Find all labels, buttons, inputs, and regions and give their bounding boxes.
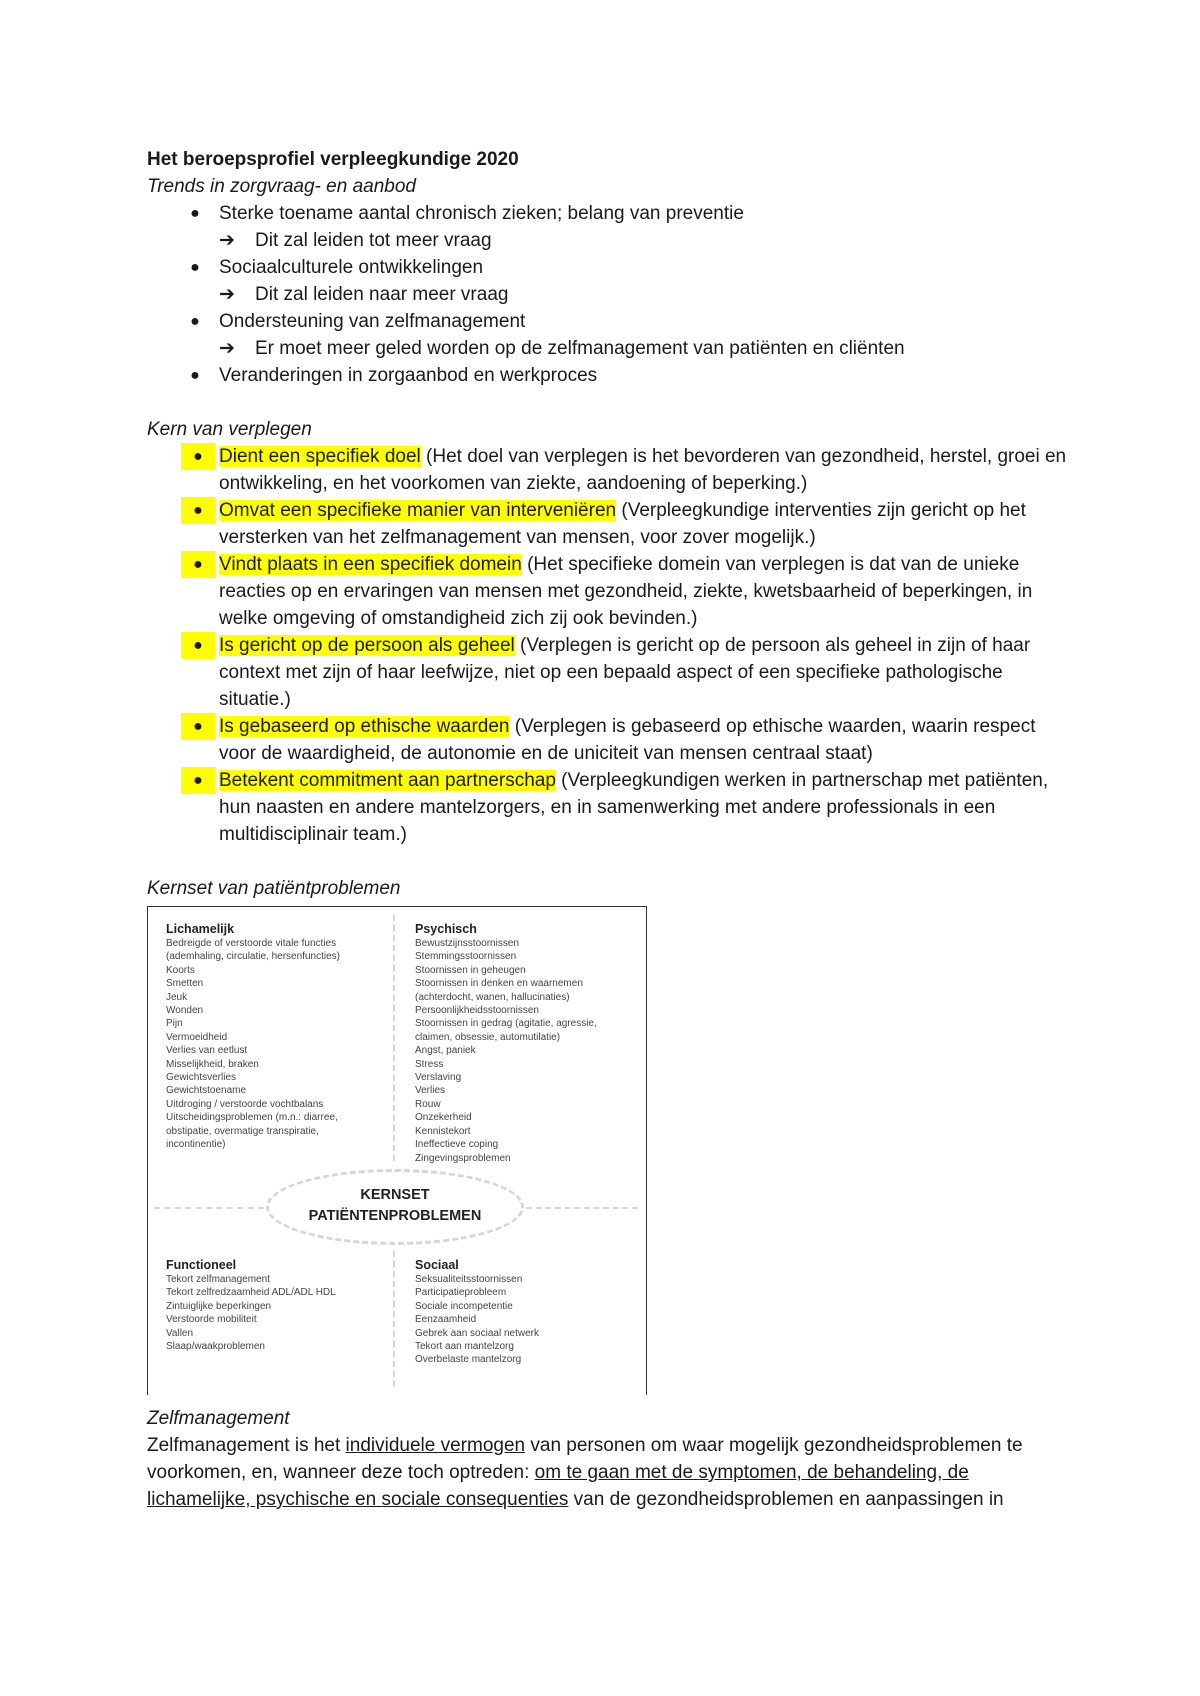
quadrant-functioneel xyxy=(166,1257,336,1353)
zelfmanagement-underline-2: om te gaan met de symptomen, de behandeling, de lichamelijke, psychische en sociale consequenties xyxy=(147,1462,969,1510)
zelfmanagement-paragraph xyxy=(147,1432,1067,1513)
quadrant-lichamelijk-title: Lichamelijk xyxy=(166,922,235,936)
zelfmanagement-text-3: van de gezondheidsproblemen en aanpassingen in xyxy=(568,1489,1004,1510)
quadrant-lichamelijk-item: Bedreigde of verstoorde vitale functies xyxy=(166,938,337,949)
quadrant-psychisch-item: Angst, paniek xyxy=(415,1045,476,1057)
bullet-icon: ● xyxy=(181,551,215,578)
quadrant-lichamelijk-item: Smetten xyxy=(166,978,204,990)
quadrant-lichamelijk-item: incontinentie) xyxy=(166,1139,226,1151)
quadrant-functioneel-item: Verstoorde mobiliteit xyxy=(166,1314,257,1326)
document-title: Het beroepsprofiel verpleegkundige 2020 xyxy=(147,149,519,170)
quadrant-lichamelijk-item: Uitdroging / verstoorde vochtbalans xyxy=(166,1098,324,1110)
quadrant-psychisch xyxy=(415,921,597,1165)
kern-item-highlight: Omvat een specifieke manier van interveniëren xyxy=(219,500,617,521)
bullet-icon: ● xyxy=(181,632,215,659)
quadrant-psychisch-item: Ineffectieve coping xyxy=(415,1139,499,1151)
kern-item xyxy=(147,632,1067,713)
kern-item xyxy=(147,443,1067,497)
quadrant-psychisch-item: Zingevingsproblemen xyxy=(415,1152,511,1164)
kern-heading: Kern van verplegen xyxy=(147,419,312,440)
quadrant-psychisch-item: Stoornissen in geheugen xyxy=(415,964,526,976)
kern-item-description: (Verpleegkundigen werken in partnerschap met patiënten, hun naasten en andere mantelzorgers, en in samenwerking met andere professionals in een multidisciplinair team.) xyxy=(219,770,1049,845)
quadrant-psychisch-item: Persoonlijkheidsstoornissen xyxy=(415,1005,539,1017)
kern-item xyxy=(147,767,1067,848)
kern-item-highlight: Dient een specifiek doel xyxy=(219,446,421,467)
kern-item-description: (Het specifieke domein van verplegen is dat van de unieke reacties op en ervaringen van mensen met gezondheid, ziekte, kwetsbaarheid of beperkingen, in welke omgeving of omstandigheid zich zij ook bevinden.) xyxy=(219,554,1033,629)
trend-item-text: Sterke toename aantal chronisch zieken; belang van preventie xyxy=(219,203,744,224)
quadrant-psychisch-item: Bewustzijnsstoornissen xyxy=(415,938,519,949)
kern-item xyxy=(147,713,1067,767)
document-content xyxy=(147,146,1067,1513)
quadrant-functioneel-item: Tekort zelfmanagement xyxy=(166,1274,270,1285)
quadrant-psychisch-item: Onzekerheid xyxy=(415,1112,472,1124)
quadrant-psychisch-item: Stemmingsstoornissen xyxy=(415,951,517,963)
quadrant-lichamelijk-item: Uitscheidingsproblemen (m.n.: diarree, xyxy=(166,1112,338,1124)
quadrant-lichamelijk-item: Wonden xyxy=(166,1005,204,1017)
quadrant-lichamelijk-item: Verlies van eetlust xyxy=(166,1045,248,1057)
bullet-icon: ● xyxy=(181,443,215,470)
kern-item-highlight: Betekent commitment aan partnerschap xyxy=(219,770,556,791)
right-arrow-icon: ➔ xyxy=(219,284,235,305)
trends-heading: Trends in zorgvraag- en aanbod xyxy=(147,176,416,197)
trend-item-text: Sociaalculturele ontwikkelingen xyxy=(219,257,484,278)
kernset-center-line2: PATIËNTENPROBLEMEN xyxy=(308,1208,482,1224)
quadrant-lichamelijk-item: Misselijkheid, braken xyxy=(166,1058,259,1070)
trend-item-text: Veranderingen in zorgaanbod en werkproces xyxy=(219,365,598,386)
right-arrow-icon: ➔ xyxy=(219,338,235,359)
quadrant-psychisch-item: (achterdocht, wanen, hallucinaties) xyxy=(415,991,570,1003)
quadrant-sociaal-item: Gebrek aan sociaal netwerk xyxy=(415,1327,539,1339)
zelfmanagement-section xyxy=(147,1405,1067,1513)
bullet-icon: ● xyxy=(190,259,200,276)
trend-item xyxy=(147,200,1067,254)
quadrant-sociaal-title: Sociaal xyxy=(415,1258,459,1272)
trend-item-consequence-text: Dit zal leiden tot meer vraag xyxy=(255,230,492,251)
kernset-center-line1: KERNSET xyxy=(360,1187,430,1203)
bullet-icon: ● xyxy=(190,367,200,384)
quadrant-sociaal-item: Participatieprobleem xyxy=(415,1287,507,1299)
trends-list xyxy=(147,200,1067,389)
figure-horizontal-divider-left xyxy=(154,1207,264,1209)
bullet-icon: ● xyxy=(181,497,215,524)
trend-item xyxy=(147,254,1067,308)
bullet-icon: ● xyxy=(190,205,200,222)
quadrant-lichamelijk-item: Koorts xyxy=(166,964,195,976)
trend-item-consequence xyxy=(219,227,1067,254)
kern-list xyxy=(147,443,1067,848)
quadrant-psychisch-item: Kennistekort xyxy=(415,1125,471,1137)
quadrant-sociaal xyxy=(415,1257,539,1367)
quadrant-psychisch-item: Verlies xyxy=(415,1085,446,1097)
trend-item xyxy=(147,362,1067,389)
quadrant-psychisch-title: Psychisch xyxy=(415,922,477,936)
kern-item-highlight: Vindt plaats in een specifiek domein xyxy=(219,554,522,575)
trend-item-consequence-text: Er moet meer geled worden op de zelfmanagement van patiënten en cliënten xyxy=(255,338,905,359)
quadrant-sociaal-item: Eenzaamheid xyxy=(415,1314,477,1326)
quadrant-psychisch-item: Stoornissen in denken en waarnemen xyxy=(415,978,583,990)
quadrant-lichamelijk-item: Gewichtstoename xyxy=(166,1085,247,1097)
kern-item-highlight: Is gebaseerd op ethische waarden xyxy=(219,716,510,737)
quadrant-functioneel-item: Zintuiglijke beperkingen xyxy=(166,1300,272,1312)
kern-item-description: (Verplegen is gericht op de persoon als geheel in zijn of haar context met zijn of haar leefwijze, niet op een bepaald aspect of een specifieke pathologische situatie.) xyxy=(219,635,1031,710)
quadrant-psychisch-item: Stress xyxy=(415,1058,444,1070)
quadrant-functioneel-item: Tekort zelfredzaamheid ADL/ADL HDL xyxy=(166,1287,336,1299)
trend-item xyxy=(147,308,1067,362)
zelfmanagement-heading: Zelfmanagement xyxy=(147,1408,290,1429)
figure-horizontal-divider-right xyxy=(526,1207,638,1209)
quadrant-lichamelijk-item: Vermoeidheid xyxy=(166,1031,228,1043)
quadrant-sociaal-item: Tekort aan mantelzorg xyxy=(415,1341,514,1353)
bullet-icon: ● xyxy=(190,313,200,330)
kernset-heading: Kernset van patiëntproblemen xyxy=(147,878,401,899)
kernset-center-ellipse xyxy=(266,1169,524,1245)
kern-item-description: (Verpleegkundige interventies zijn gericht op het versterken van het zelfmanagement van mensen, voor zover mogelijk.) xyxy=(219,500,1026,548)
bullet-icon: ● xyxy=(181,767,215,794)
zelfmanagement-text-2: van personen om waar mogelijk gezondheidsproblemen te voorkomen, en, wanneer deze toch optreden: xyxy=(147,1435,1023,1483)
quadrant-lichamelijk-item: obstipatie, overmatige transpiratie, xyxy=(166,1125,319,1137)
quadrant-psychisch-item: Verslaving xyxy=(415,1072,462,1084)
quadrant-lichamelijk-item: Gewichtsverlies xyxy=(166,1072,237,1084)
figure-vertical-divider-bottom xyxy=(393,1251,395,1387)
trend-item-consequence-text: Dit zal leiden naar meer vraag xyxy=(255,284,509,305)
quadrant-lichamelijk-item: Jeuk xyxy=(166,991,188,1003)
quadrant-sociaal-item: Seksualiteitsstoornissen xyxy=(415,1274,523,1285)
quadrant-sociaal-item: Sociale incompetentie xyxy=(415,1300,513,1312)
quadrant-psychisch-item: Rouw xyxy=(415,1098,441,1110)
quadrant-functioneel-item: Vallen xyxy=(166,1327,194,1339)
zelfmanagement-text-1: Zelfmanagement is het xyxy=(147,1435,346,1456)
quadrant-functioneel-item: Slaap/waakproblemen xyxy=(166,1341,265,1353)
trend-item-consequence xyxy=(219,335,1067,362)
quadrant-psychisch-item: Stoornissen in gedrag (agitatie, agressie, xyxy=(415,1018,597,1030)
quadrant-psychisch-item: claimen, obsessie, automutilatie) xyxy=(415,1031,561,1043)
right-arrow-icon: ➔ xyxy=(219,230,235,251)
quadrant-sociaal-item: Overbelaste mantelzorg xyxy=(415,1354,522,1366)
kern-item-description: (Het doel van verplegen is het bevorderen van gezondheid, herstel, groei en ontwikkeling, en het voorkomen van ziekte, aandoening of beperking.) xyxy=(219,446,1067,494)
quadrant-lichamelijk xyxy=(166,921,340,1152)
quadrant-lichamelijk-item: (ademhaling, circulatie, hersenfuncties) xyxy=(166,951,340,963)
kern-item xyxy=(147,551,1067,632)
zelfmanagement-underline-1: individuele vermogen xyxy=(345,1435,526,1456)
figure-vertical-divider-top xyxy=(393,915,395,1161)
kern-item-highlight: Is gericht op de persoon als geheel xyxy=(219,635,515,656)
kern-item xyxy=(147,497,1067,551)
trend-item-text: Ondersteuning van zelfmanagement xyxy=(219,311,526,332)
quadrant-lichamelijk-item: Pijn xyxy=(166,1018,183,1030)
trend-item-consequence xyxy=(219,281,1067,308)
quadrant-functioneel-title: Functioneel xyxy=(166,1258,237,1272)
kern-item-description: (Verplegen is gebaseerd op ethische waarden, waarin respect voor de waardigheid, de autonomie en de uniciteit van mensen centraal staat) xyxy=(219,716,1036,764)
bullet-icon: ● xyxy=(181,713,215,740)
kernset-figure xyxy=(147,906,647,1395)
